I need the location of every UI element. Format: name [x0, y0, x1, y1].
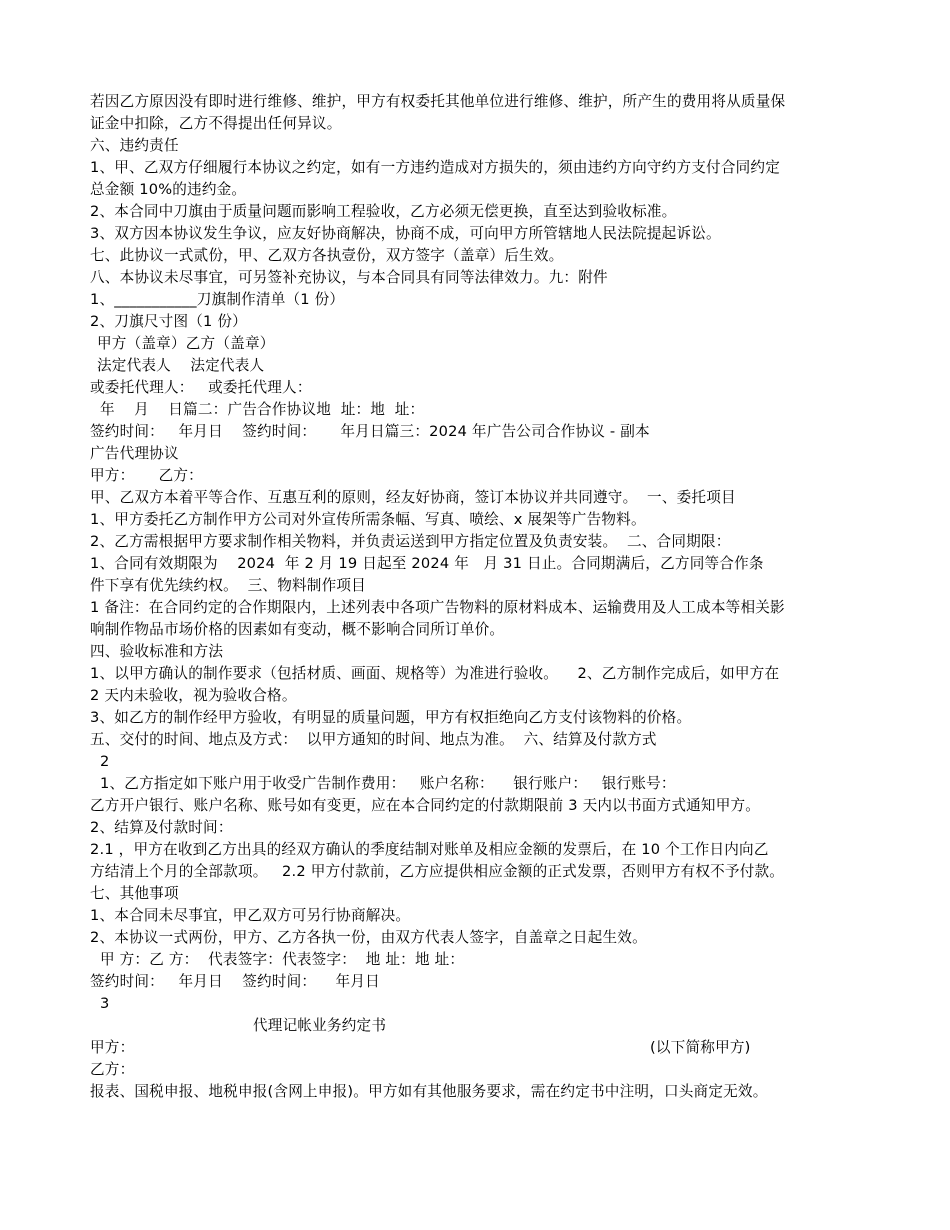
text-line: 2、本合同中刀旗由于质量问题而影响工程验收，乙方必须无偿更换，直至达到验收标准。 [90, 203, 677, 220]
text-line: 总金额 10%的违约金。 [90, 181, 247, 198]
text-line: 件下享有优先续约权。 三、物料制作项目 [90, 577, 366, 594]
signature-line: 甲方（盖章）乙方（盖章） [97, 335, 275, 352]
page-number: 2 [100, 753, 110, 770]
text-line: 甲、乙双方本着平等合作、互惠互利的原则，经友好协商，签订本协议并共同遵守。 一、委托项目 [90, 489, 736, 506]
text-line: 证金中扣除，乙方不得提出任何异议。 [90, 115, 342, 132]
section-heading: 六、违约责任 [90, 137, 179, 154]
text-line: 签约时间： 年月日 签约时间： 年月日篇三：2024 年广告公司合作协议 - 副本 [90, 423, 650, 440]
document-title: 广告代理协议 [90, 445, 179, 462]
text-line: 2.1 ，甲方在收到乙方出具的经双方确认的季度结制对账单及相应金额的发票后，在 10 个工作日内向乙 [90, 841, 769, 858]
text-line: 2、本协议一式两份，甲方、乙方各执一份，由双方代表人签字，自盖章之日起生效。 [90, 929, 647, 946]
text-line: 若因乙方原因没有即时进行维修、维护，甲方有权委托其他单位进行维修、维护，所产生的费用将从质量保 [90, 93, 786, 110]
text-line: 1、甲、乙双方仔细履行本协议之约定，如有一方违约造成对方损失的，须由违约方向守约方支付合同约定 [90, 159, 781, 176]
page-number: 3 [100, 995, 110, 1012]
signature-line: 签约时间： 年月日 签约时间： 年月日 [90, 973, 380, 990]
text-line: 乙方开户银行、账户名称、账号如有变更，应在本合同约定的付款期限前 3 天内以书面方式通知甲方。 [90, 797, 761, 814]
text-line: 年 月 日篇二：广告合作协议地 址：地 址： [100, 401, 425, 418]
signature-line: 或委托代理人： 或委托代理人： [90, 379, 312, 396]
signature-line: 甲 方：乙 方： 代表签字：代表签字： 地 址：地 址： [100, 951, 465, 968]
text-line: 1、___________刀旗制作清单（1 份） [90, 291, 345, 308]
text-line: 五、交付的时间、地点及方式： 以甲方通知的时间、地点为准。 六、结算及付款方式 [90, 731, 657, 748]
text-line: 3、双方因本协议发生争议，应友好协商解决，协商不成，可向甲方所管辖地人民法院提起诉讼。 [90, 225, 721, 242]
document-title: 代理记帐业务约定书 [253, 1017, 387, 1034]
text-line: 响制作物品市场价格的因素如有变动，概不影响合同所订单价。 [90, 621, 505, 638]
party-b-label: 乙方： [90, 1061, 135, 1078]
text-line: 2、乙方需根据甲方要求制作相关物料，并负责运送到甲方指定位置及负责安装。 二、合同期限： [90, 533, 731, 550]
text-line: 1、乙方指定如下账户用于收受广告制作费用： 账户名称： 银行账户： 银行账号： [100, 775, 676, 792]
text-line: 2 天内未验收，视为验收合格。 [90, 687, 297, 704]
text-line: 七、此协议一式贰份，甲、乙双方各执壹份，双方签字（盖章）后生效。 [90, 247, 564, 264]
text-line: 2、刀旗尺寸图（1 份） [90, 313, 247, 330]
text-line: 3、如乙方的制作经甲方验收，有明显的质量问题，甲方有权拒绝向乙方支付该物料的价格。 [90, 709, 692, 726]
section-heading: 四、验收标准和方法 [90, 643, 224, 660]
text-line: 八、本协议未尽事宜，可另签补充协议，与本合同具有同等法律效力。九：附件 [90, 269, 608, 286]
text-line: 1、合同有效期限为 2024 年 2 月 19 日起至 2024 年 月 31 日止。合同期满后，乙方同等合作条 [90, 555, 764, 572]
text-line: 2、结算及付款时间： [90, 819, 233, 836]
section-heading: 七、其他事项 [90, 885, 179, 902]
text-line: 1、甲方委托乙方制作甲方公司对外宣传所需条幅、写真、喷绘、x 展架等广告物料。 [90, 511, 646, 528]
party-a-note: (以下简称甲方) [650, 1039, 751, 1056]
text-line: 1 备注：在合同约定的合作期限内，上述列表中各项广告物料的原材料成本、运输费用及人工成本等相关影 [90, 599, 785, 616]
party-a-label: 甲方： [90, 1039, 135, 1056]
signature-line: 法定代表人 法定代表人 [97, 357, 265, 374]
text-line: 报表、国税申报、地税申报(含网上申报)。甲方如有其他服务要求，需在约定书中注明，口头商定无效。 [90, 1083, 768, 1100]
text-line: 甲方： 乙方： [90, 467, 203, 484]
text-line: 1、以甲方确认的制作要求（包括材质、画面、规格等）为准进行验收。 2、乙方制作完成后，如甲方在 [90, 665, 780, 682]
text-line: 1、本合同未尽事宜，甲乙双方可另行协商解决。 [90, 907, 411, 924]
text-line: 方结清上个月的全部款项。 2.2 甲方付款前，乙方应提供相应金额的正式发票，否则甲方有权不予付款。 [90, 863, 785, 880]
